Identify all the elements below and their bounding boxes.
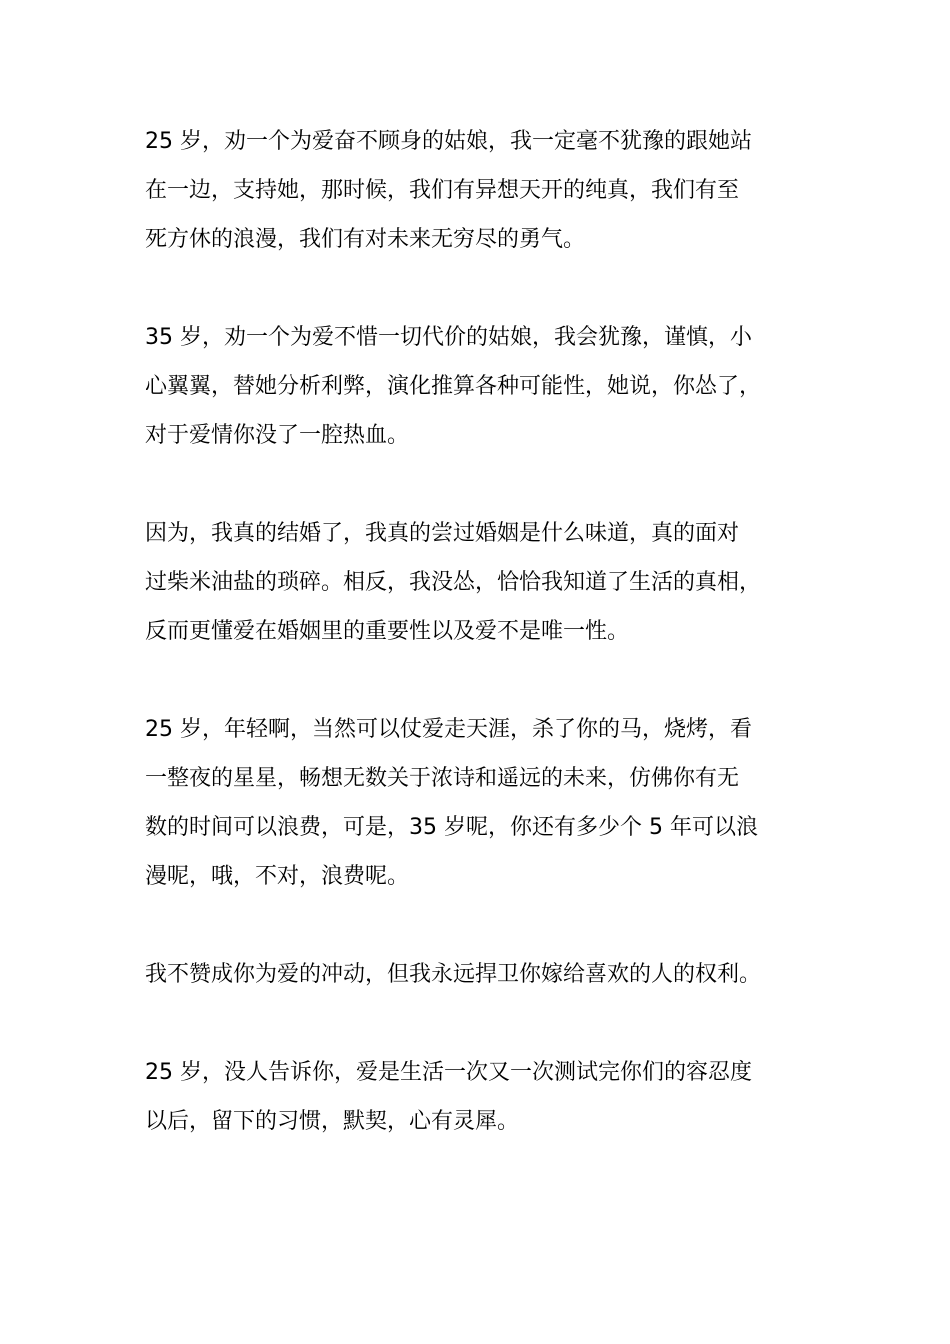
paragraph-line: 漫呢，哦，不对，浪费呢。 <box>145 864 410 889</box>
paragraph-line: 一整夜的星星，畅想无数关于浓诗和遥远的未来，仿佛你有无 <box>145 766 740 791</box>
paragraph-5 <box>145 950 835 999</box>
paragraph-line: 25 岁，年轻啊，当然可以仗爱走天涯，杀了你的马，烧烤，看 <box>145 717 752 742</box>
paragraph-line: 过柴米油盐的琐碎。相反，我没怂，恰恰我知道了生活的真相， <box>145 570 762 595</box>
paragraph-line: 对于爱情你没了一腔热血。 <box>145 423 410 448</box>
paragraph-1 <box>145 117 835 264</box>
paragraph-line: 因为，我真的结婚了，我真的尝过婚姻是什么味道，真的面对 <box>145 521 740 546</box>
paragraph-line: 死方休的浪漫，我们有对未来无穷尽的勇气。 <box>145 227 586 252</box>
paragraph-6 <box>145 1048 835 1146</box>
paragraph-line: 25 岁，劝一个为爱奋不顾身的姑娘，我一定毫不犹豫的跟她站 <box>145 129 752 154</box>
paragraph-line: 35 岁，劝一个为爱不惜一切代价的姑娘，我会犹豫，谨慎，小 <box>145 325 752 350</box>
paragraph-line: 以后，留下的习惯，默契，心有灵犀。 <box>145 1109 520 1134</box>
paragraph-3 <box>145 509 835 656</box>
paragraph-2 <box>145 313 835 460</box>
paragraph-line: 我不赞成你为爱的冲动，但我永远捍卫你嫁给喜欢的人的权利。 <box>145 962 762 987</box>
paragraph-4 <box>145 705 835 901</box>
paragraph-line: 在一边，支持她，那时候，我们有异想天开的纯真，我们有至 <box>145 178 740 203</box>
paragraph-line: 反而更懂爱在婚姻里的重要性以及爱不是唯一性。 <box>145 619 630 644</box>
paragraph-line: 数的时间可以浪费，可是，35 岁呢，你还有多少个 5 年可以浪 <box>145 815 758 840</box>
paragraph-line: 25 岁，没人告诉你，爱是生活一次又一次测试完你们的容忍度 <box>145 1060 752 1085</box>
paragraph-line: 心翼翼，替她分析利弊，演化推算各种可能性，她说，你怂了， <box>145 374 762 399</box>
document-body <box>145 117 835 1195</box>
